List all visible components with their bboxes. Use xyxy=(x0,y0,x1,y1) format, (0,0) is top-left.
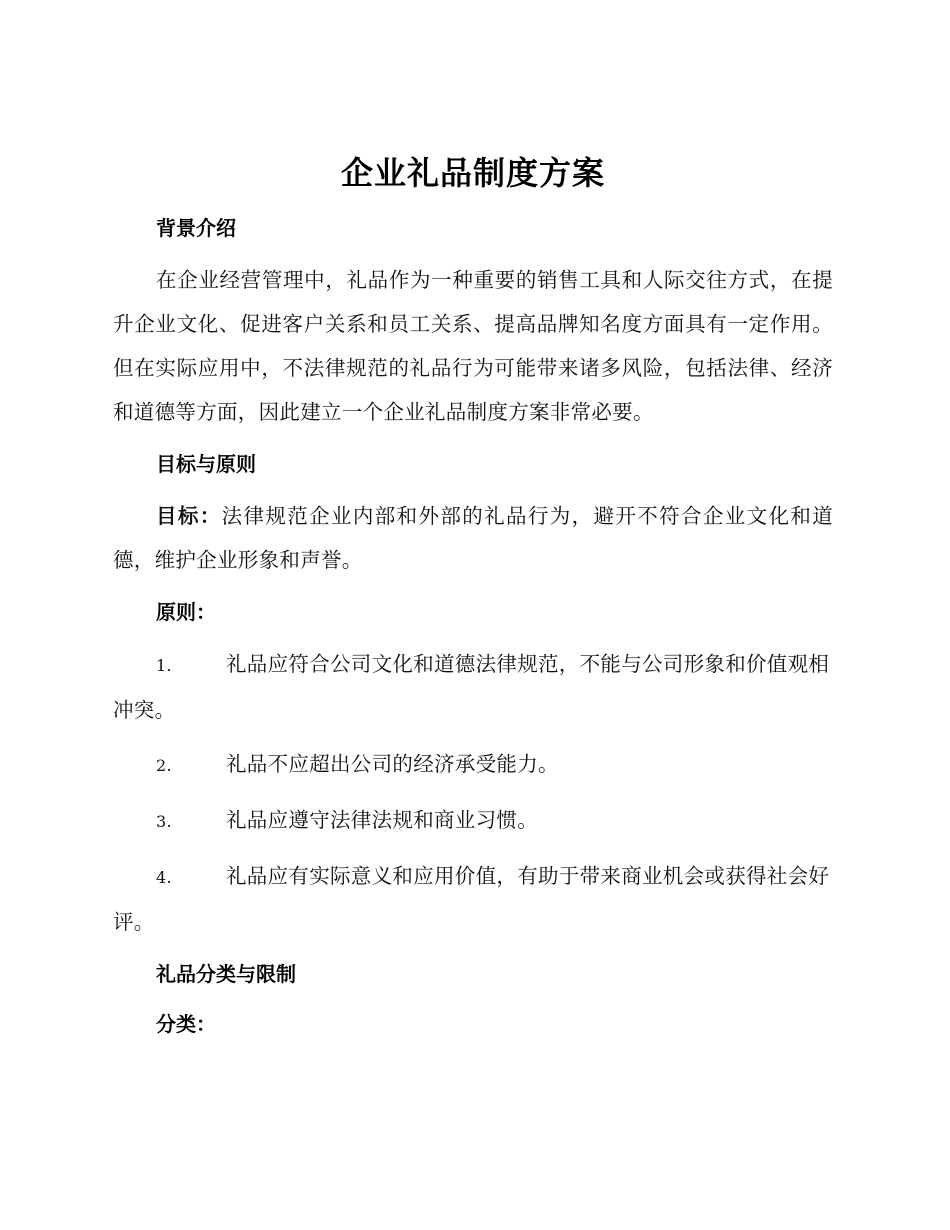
goal-text: 法律规范企业内部和外部的礼品行为，避开不符合企业文化和道德，维护企业形象和声誉。 xyxy=(113,504,833,572)
background-paragraph: 在企业经营管理中，礼品作为一种重要的销售工具和人际交往方式，在提升企业文化、促进客户关系和员工关系、提高品牌知名度方面具有一定作用。但在实际应用中，不法律规范的礼品行为可能带来诸多风险，包括法律、经济和道德等方面，因此建立一个企业礼品制度方案非常必要。 xyxy=(113,268,833,424)
principles-label: 原则： xyxy=(156,600,216,624)
principle-number: 3. xyxy=(156,812,172,831)
principle-text: 礼品应遵守法律法规和商业习惯。 xyxy=(226,808,538,832)
principle-text: 礼品应有实际意义和应用价值，有助于带来商业机会或获得社会好评。 xyxy=(113,864,830,934)
document-title: 企业礼品制度方案 xyxy=(340,154,605,192)
principle-text: 礼品应符合公司文化和道德法律规范，不能与公司形象和价值观相冲突。 xyxy=(113,652,830,722)
section-heading-classification: 礼品分类与限制 xyxy=(156,962,296,986)
principle-item xyxy=(113,798,833,844)
principle-number: 2. xyxy=(156,756,172,775)
principle-item xyxy=(113,742,833,788)
principle-item xyxy=(113,854,833,944)
principle-number: 4. xyxy=(156,868,172,887)
classification-label: 分类： xyxy=(156,1012,216,1036)
section-heading-background: 背景介绍 xyxy=(156,216,236,240)
principle-text: 礼品不应超出公司的经济承受能力。 xyxy=(226,752,559,776)
principle-number: 1. xyxy=(156,656,172,675)
section-heading-goals: 目标与原则 xyxy=(156,452,256,476)
goal-paragraph xyxy=(113,494,833,582)
document-body xyxy=(113,148,833,1044)
principle-item xyxy=(113,642,833,732)
goal-label: 目标： xyxy=(156,504,222,528)
